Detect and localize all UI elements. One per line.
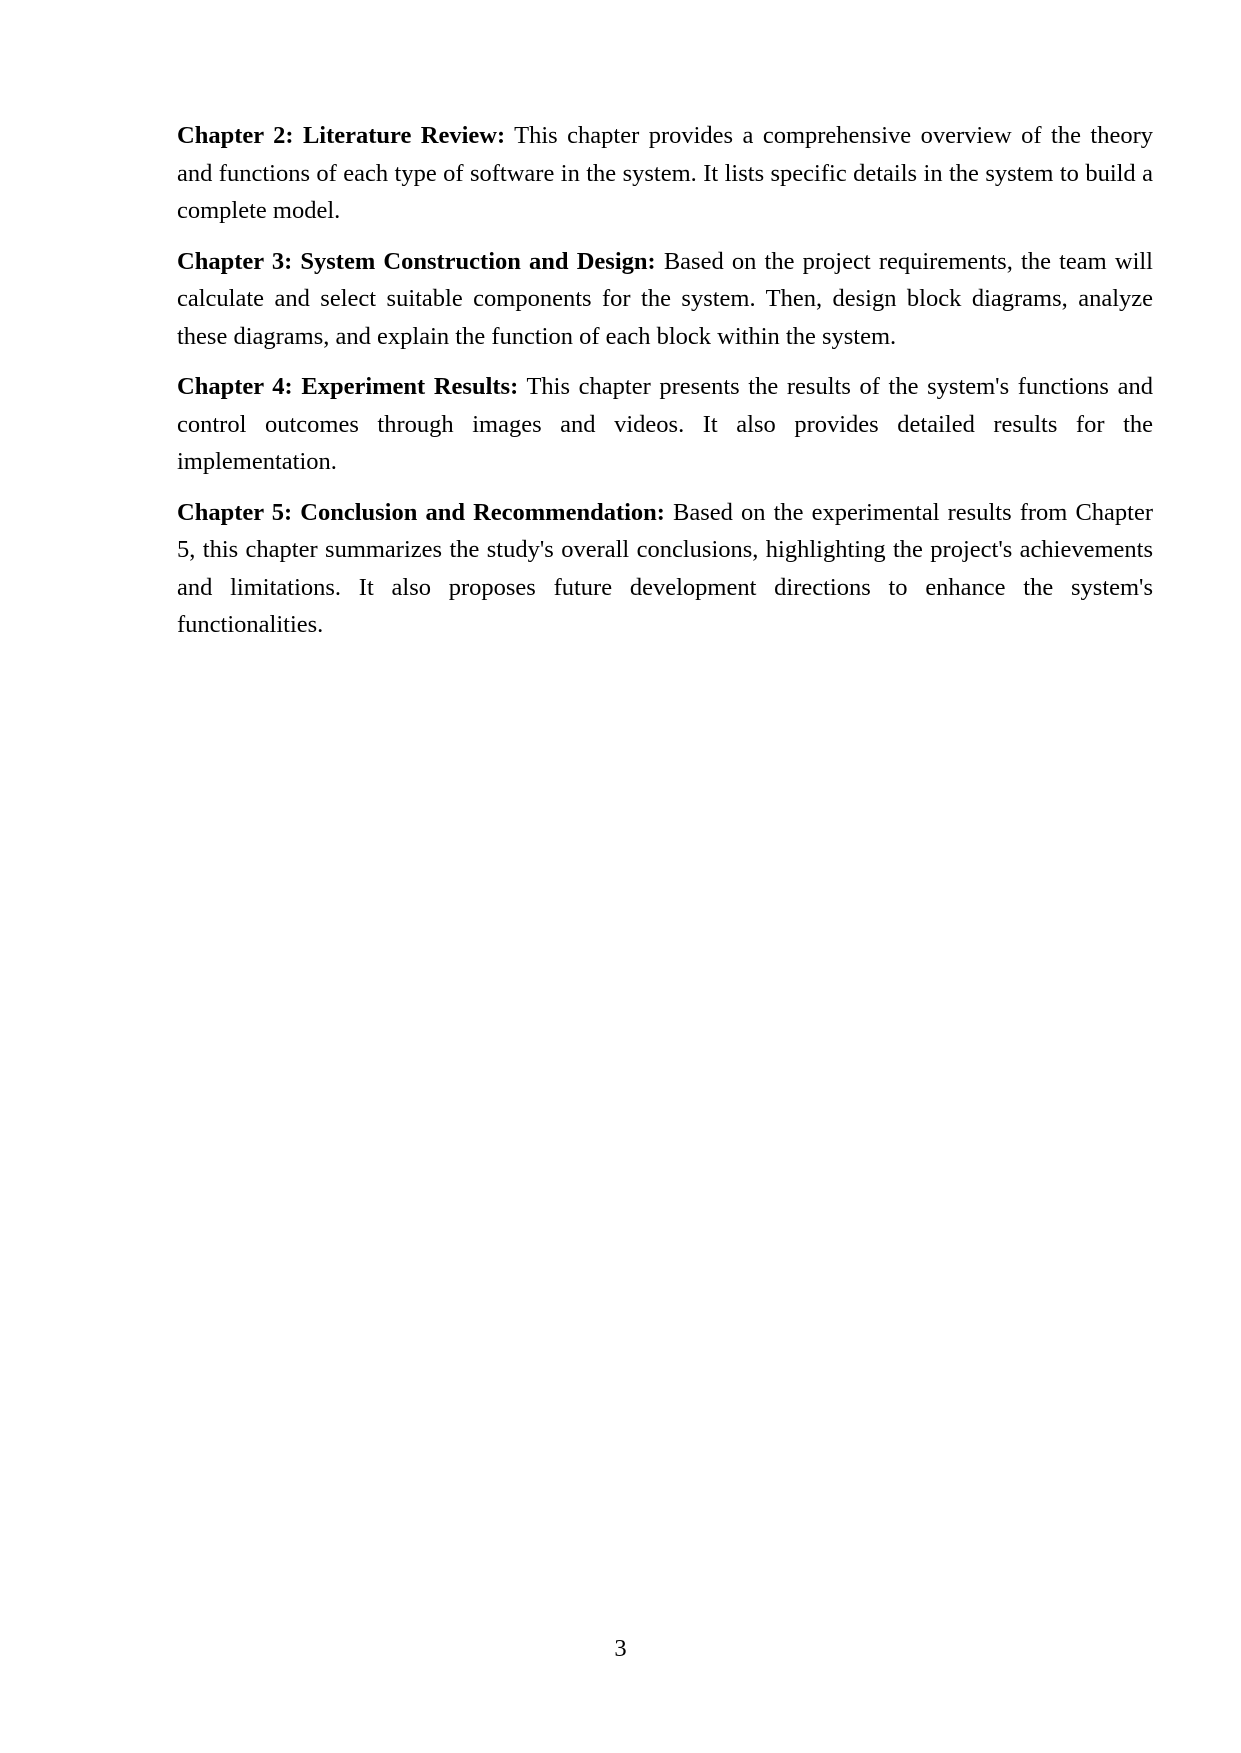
page-number: 3 <box>614 1635 627 1662</box>
chapter-5-paragraph <box>177 494 1153 644</box>
page-content <box>177 117 1153 657</box>
chapter-2-body: This chapter provides a comprehensive overview of the theory and functions of each type of software in the system. It lists specific details in the system to build a complete model. <box>177 122 1153 224</box>
chapter-2-heading: Chapter 2: Literature Review: <box>177 122 506 149</box>
chapter-3-body: Based on the project requirements, the team will calculate and select suitable components for the system. Then, design block diagrams, analyze these diagrams, and explain the function of each block within the system. <box>177 247 1153 350</box>
chapter-3-paragraph <box>177 243 1153 356</box>
chapter-2-paragraph <box>177 117 1153 230</box>
chapter-5-heading: Chapter 5: Conclusion and Recommendation: <box>177 498 665 526</box>
chapter-3-heading: Chapter 3: System Construction and Design: <box>177 247 656 275</box>
chapter-4-body: This chapter presents the results of the system's functions and control outcomes through images and videos. It also provides detailed results for the implementation. <box>177 373 1153 475</box>
chapter-5-body: Based on the experimental results from Chapter 5, this chapter summarizes the study's overall conclusions, highlighting the project's achievements and limitations. It also proposes future development directions to enhance the system's functionalities. <box>177 498 1153 638</box>
chapter-4-paragraph <box>177 368 1153 481</box>
chapter-4-heading: Chapter 4: Experiment Results: <box>177 373 519 400</box>
